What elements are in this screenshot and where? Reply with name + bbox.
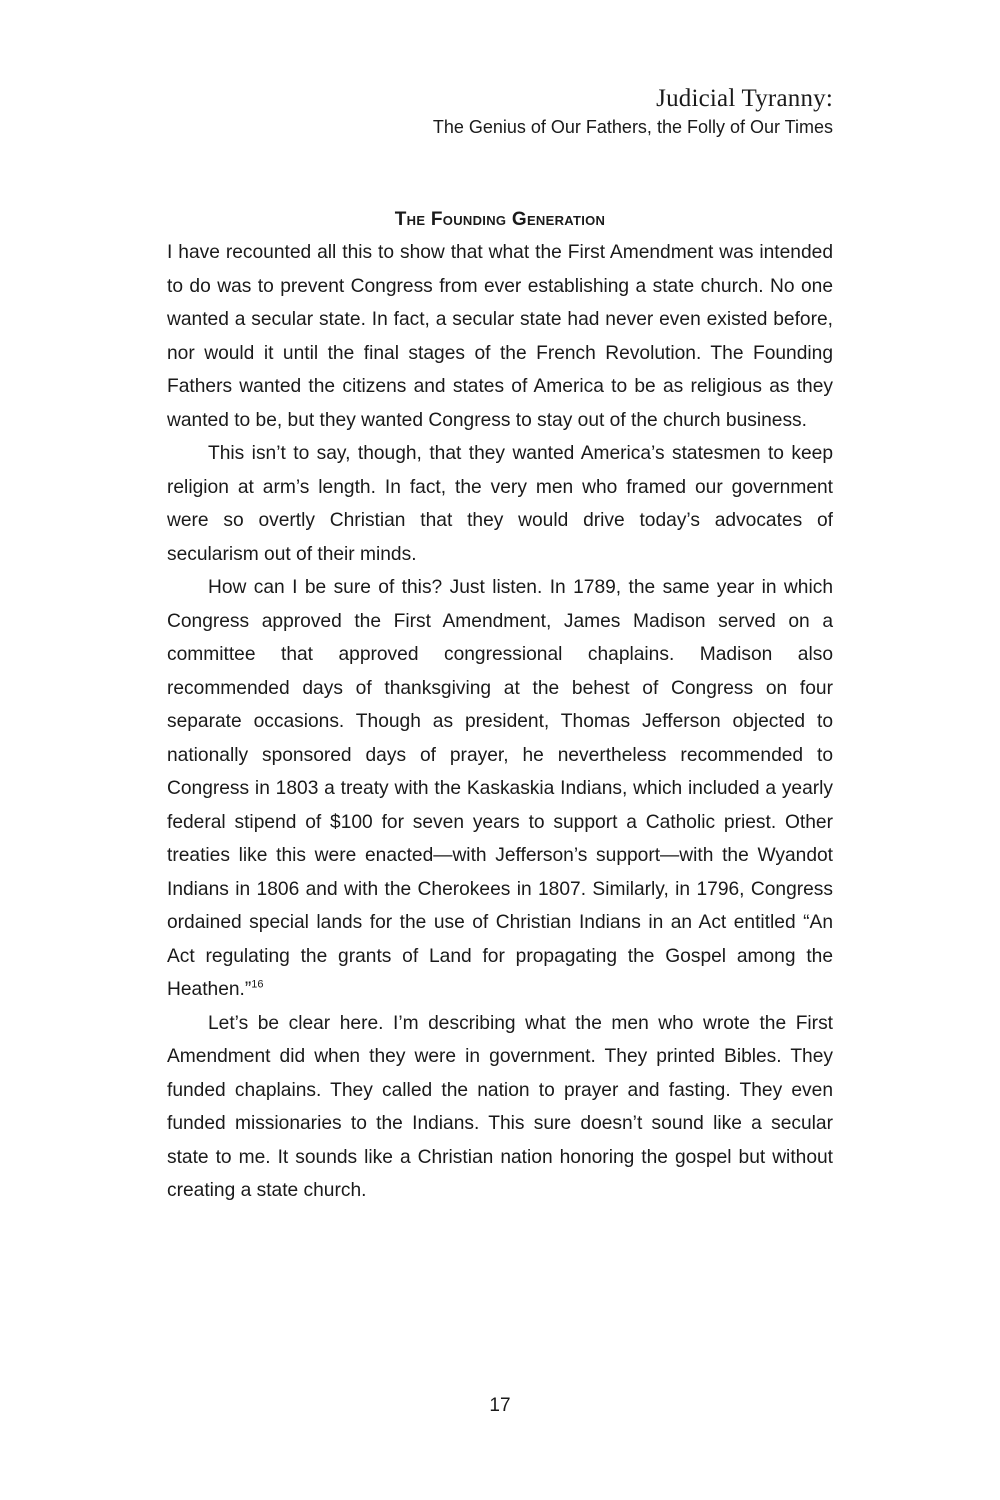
footnote-reference: 16 [251, 978, 264, 991]
paragraph-1-text: I have recounted all this to show that what the First Amendment was intended to do was to prevent Congress from ever establishing a state church. No one wanted a secular state. In fact, a secular state had never even existed before, nor would it until the final stages of the French Revolution. The Founding Fathers wanted the citizens and states of America to be as religious as they wanted to be, but they wanted Congress to stay out of the church business. [167, 242, 833, 431]
paragraph-3 [167, 571, 833, 1007]
book-subtitle: The Genius of Our Fathers, the Folly of Our Times [432, 117, 833, 137]
paragraph-3-text: How can I be sure of this? Just listen. In 1789, the same year in which Congress approved the First Amendment, James Madison served on a committee that approved congressional chaplains. Madison also recommended days of thanksgiving at the behest of Congress on four separate occasions. Though as president, Thomas Jefferson objected to nationally sponsored days of prayer, he nevertheless recommended to Congress in 1803 a treaty with the Kaskaskia Indians, which included a yearly federal stipend of $100 for seven years to support a Catholic priest. Other treaties like this were enacted—with Jefferson’s support—with the Wyandot Indians in 1806 and with the Cherokees in 1807. Similarly, in 1796, Congress ordained special lands for the use of Christian Indians in an Act entitled “An Act regulating the grants of Land for propagating the Gospel among the Heathen.” [167, 577, 833, 1000]
body-text [167, 236, 833, 1208]
page-number: 17 [489, 1395, 511, 1416]
section-heading: The Founding Generation [394, 209, 606, 230]
paragraph-2 [167, 437, 833, 571]
paragraph-4-text: Let’s be clear here. I’m describing what the men who wrote the First Amendment did when they were in government. They printed Bibles. They funded chaplains. They called the nation to prayer and fasting. They even funded missionaries to the Indians. This sure doesn’t sound like a secular state to me. It sounds like a Christian nation honoring the gospel but without creating a state church. [167, 1012, 833, 1201]
paragraph-2-text: This isn’t to say, though, that they wanted America’s statesmen to keep religion at arm’s length. In fact, the very men who framed our government were so overtly Christian that they would drive today’s advocates of secularism out of their minds. [167, 443, 833, 565]
paragraph-1 [167, 236, 833, 437]
book-title: Judicial Tyranny: [656, 85, 833, 112]
chapter-section [167, 206, 833, 1208]
paragraph-4 [167, 1007, 833, 1208]
running-header [133, 84, 833, 140]
